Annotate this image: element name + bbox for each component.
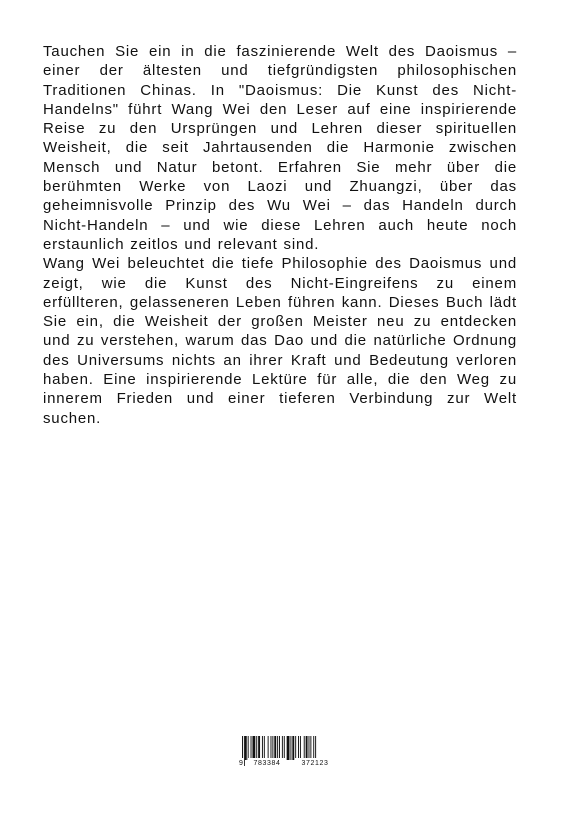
blurb-paragraph-2: Wang Wei beleuchtet die tiefe Philosophie des Daoismus und zeigt, wie die Kunst des Nicht-Eingreifens zu einem erfüllteren, gelasseneren Leben führen kann. Dieses Buch lädt Sie ein, die Weisheit der großen Meister neu zu entdecken und zu verstehen, warum das Dao und die natürliche Ordnung des Universums nichts an ihrer Kraft und Bedeutung verloren haben. Eine inspirierende Lektüre für alle, die den Weg zu innerem Frieden und einer tieferen Verbindung zur Welt suchen.	[43, 255, 517, 427]
barcode-bar	[248, 736, 249, 760]
barcode-bar	[292, 736, 294, 760]
barcode-bar	[251, 736, 252, 760]
barcode-digits	[239, 758, 339, 770]
barcode-bar	[258, 736, 260, 760]
barcode-bar	[295, 736, 296, 760]
barcode-bar	[300, 736, 301, 760]
barcode-bar	[284, 736, 285, 760]
barcode-bar	[304, 736, 305, 760]
barcode-bar	[274, 736, 276, 760]
barcode-left-group: 783384	[248, 758, 286, 770]
barcode-right-group: 372123	[295, 758, 335, 770]
barcode-bar	[290, 736, 291, 760]
isbn-barcode	[239, 736, 339, 770]
barcode-bar	[264, 736, 265, 760]
barcode-bar	[309, 736, 310, 760]
barcode-bar	[287, 736, 290, 760]
barcode-bar	[310, 736, 311, 760]
barcode-bar	[271, 736, 272, 760]
barcode-bar	[252, 736, 255, 760]
barcode-bar	[268, 736, 269, 760]
barcode-bar	[245, 736, 247, 760]
barcode-bar	[262, 736, 263, 760]
barcode-bar	[272, 736, 273, 760]
barcode-bar	[256, 736, 257, 760]
barcode-lead-digit: 9	[238, 758, 244, 770]
blurb-text	[43, 42, 517, 428]
barcode-bar	[298, 736, 299, 760]
barcode-bar	[306, 736, 308, 760]
blurb-paragraph-1: Tauchen Sie ein in die faszinierende Welt des Daoismus – einer der ältesten und tiefgründigsten philosophischen Traditionen Chinas. In "Daoismus: Die Kunst des Nicht-Handelns" führt Wang Wei den Leser auf eine inspirierende Reise zu den Ursprüngen und Lehren dieser spirituellen Weisheit, die seit Jahrtausenden die Harmonie zwischen Mensch und Natur betont. Erfahren Sie mehr über die berühmten Werke von Laozi und Zhuangzi, über das geheimnisvolle Prinzip des Wu Wei – das Handeln durch Nicht-Handeln – und wie diese Lehren auch heute noch erstaunlich zeitlos und relevant sind.	[43, 43, 517, 253]
